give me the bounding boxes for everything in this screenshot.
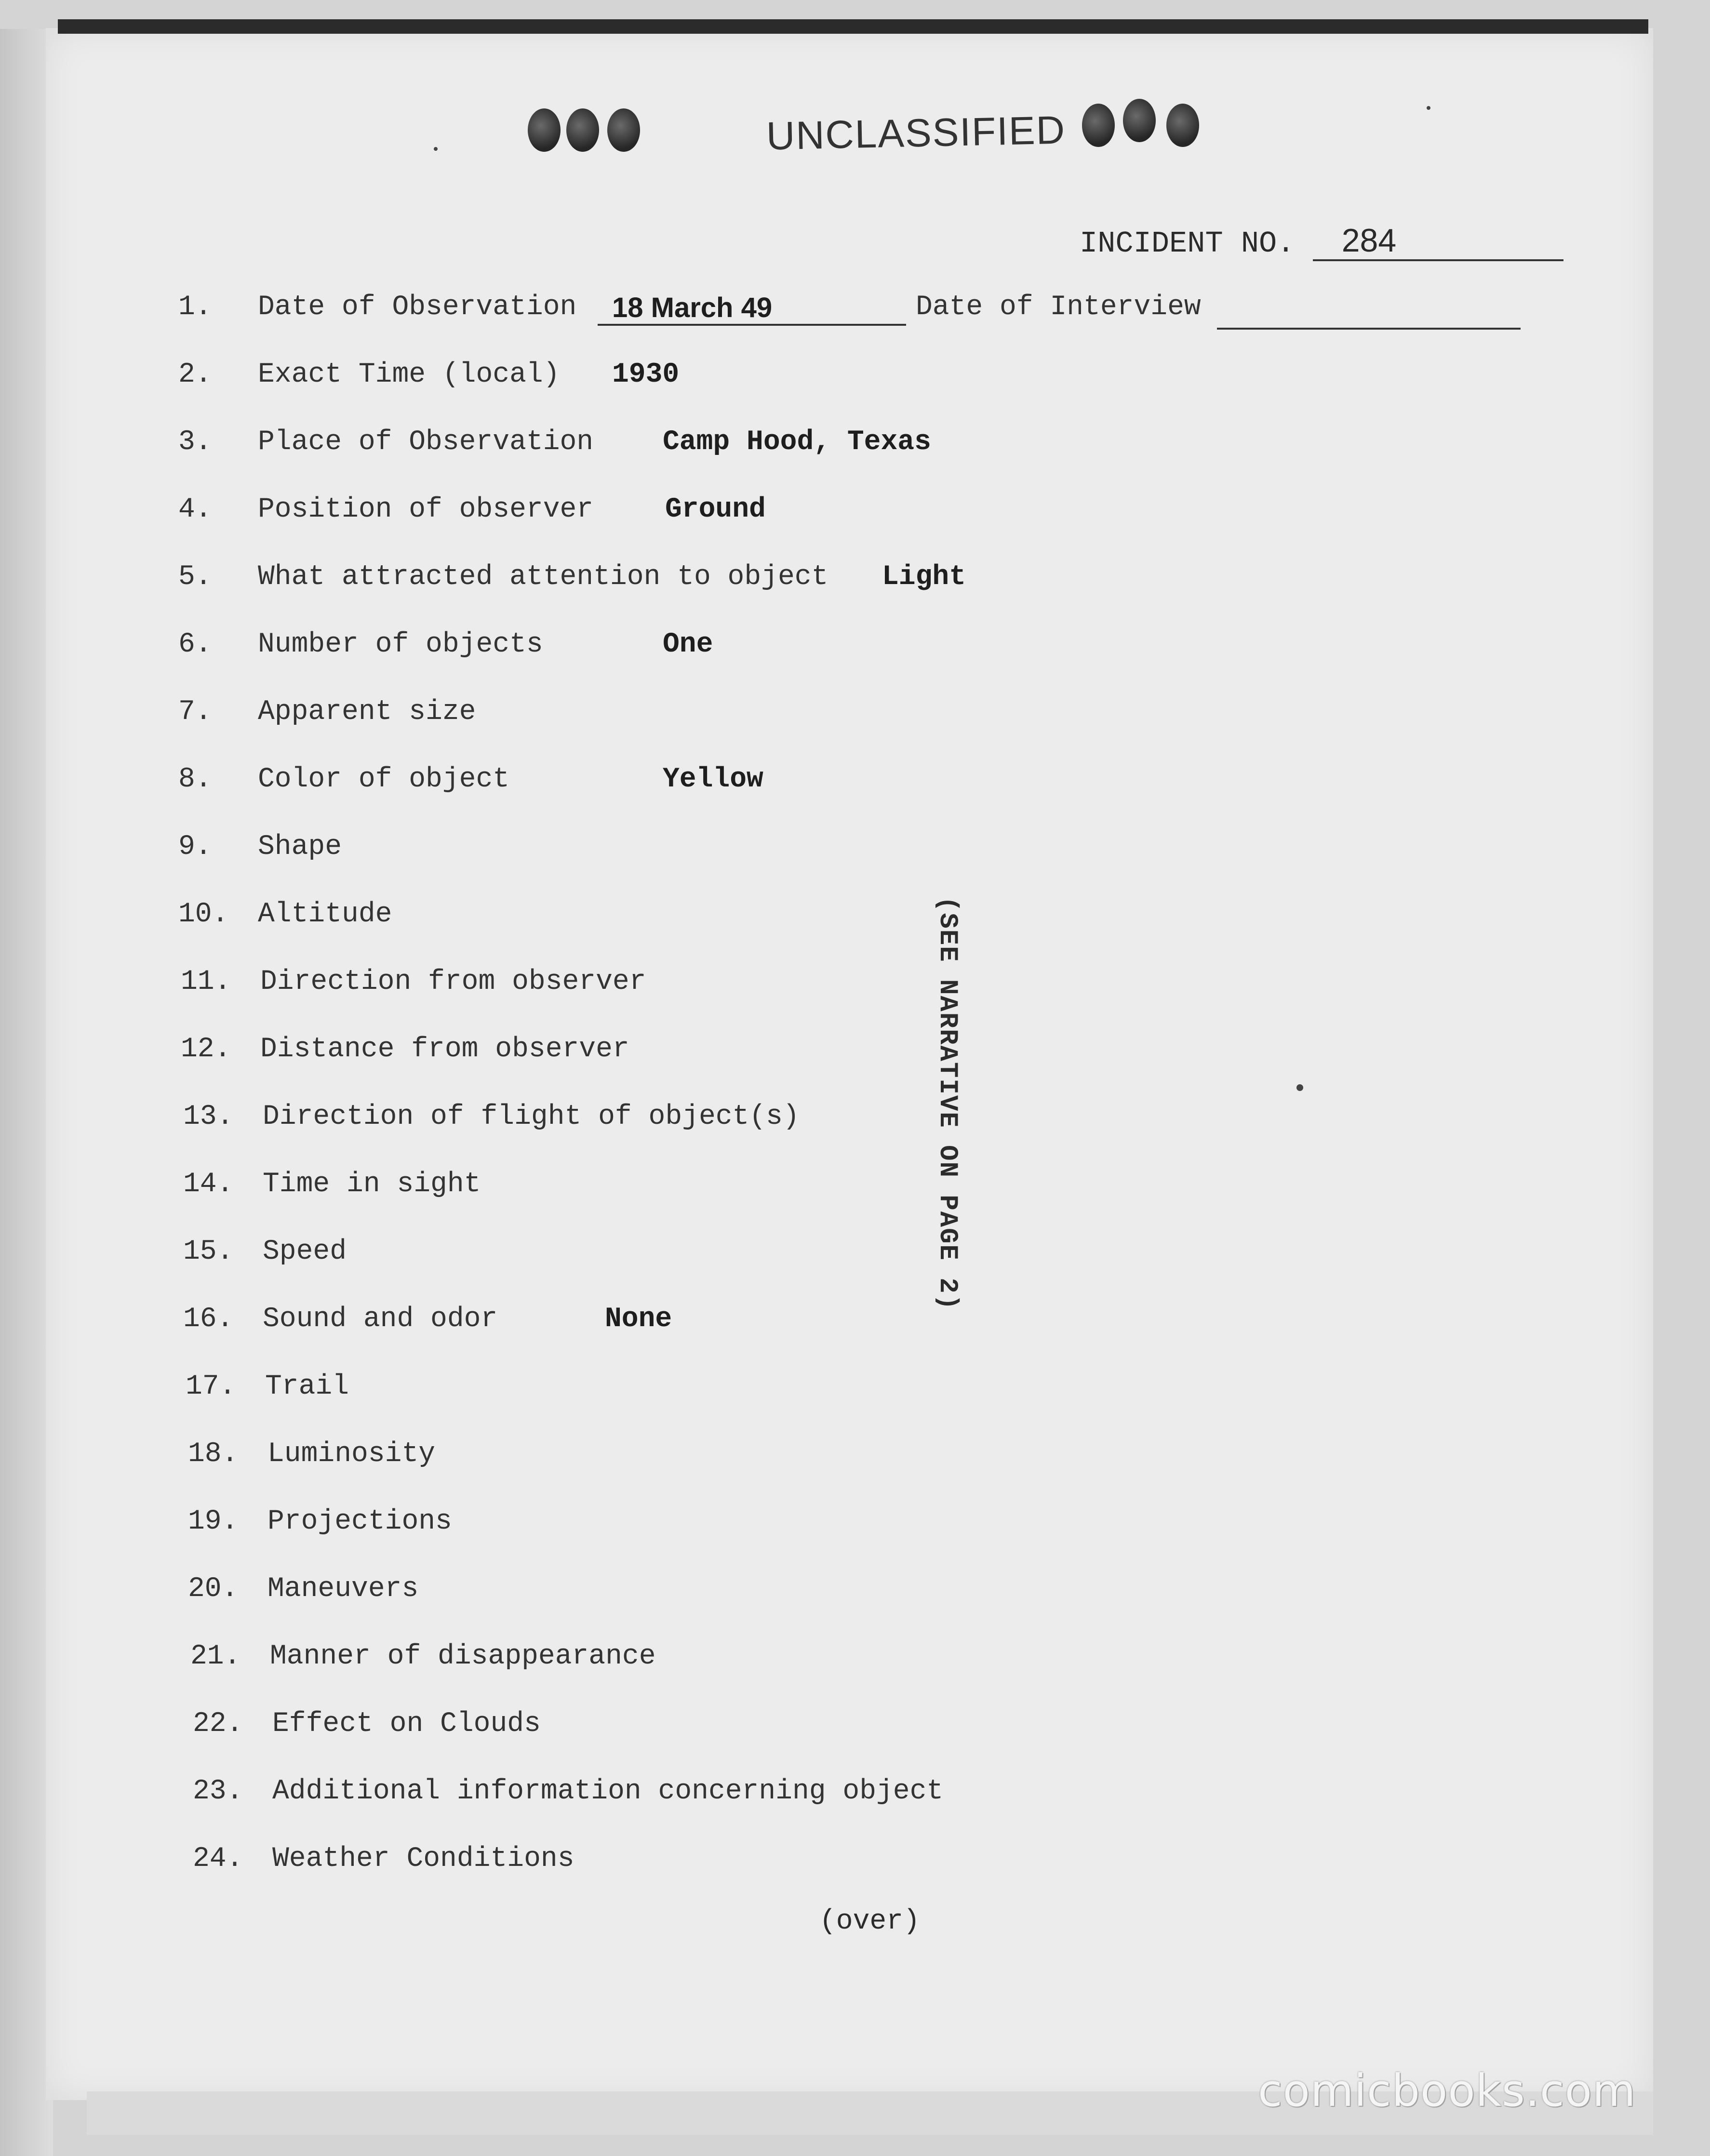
item-label: Trail bbox=[265, 1371, 349, 1402]
item-value: Light bbox=[882, 561, 966, 593]
item-number: 9. bbox=[178, 831, 212, 863]
item-label: Exact Time (local) bbox=[258, 359, 560, 390]
item-number: 8. bbox=[178, 764, 212, 795]
item-value: One bbox=[663, 629, 713, 660]
punch-hole bbox=[1123, 99, 1156, 142]
incident-value: 284 bbox=[1313, 222, 1563, 261]
item-label: Effect on Clouds bbox=[272, 1708, 541, 1740]
item-label: What attracted attention to object bbox=[258, 561, 828, 593]
item-value: None bbox=[605, 1304, 672, 1335]
item-label: Distance from observer bbox=[260, 1034, 629, 1065]
punch-hole bbox=[1166, 104, 1199, 147]
item-number: 18. bbox=[188, 1438, 239, 1470]
item-label: Altitude bbox=[258, 899, 392, 930]
item-number: 6. bbox=[178, 629, 212, 660]
item-number: 11. bbox=[181, 966, 231, 998]
item-number: 16. bbox=[183, 1304, 234, 1335]
punch-hole bbox=[1082, 104, 1115, 147]
footer-over: (over) bbox=[819, 1906, 920, 1937]
item-number: 7. bbox=[178, 696, 212, 728]
item-label: Speed bbox=[263, 1236, 347, 1267]
item-label: Weather Conditions bbox=[272, 1843, 574, 1875]
item-number: 5. bbox=[178, 561, 212, 593]
item-number: 20. bbox=[188, 1573, 239, 1605]
item-label: Number of objects bbox=[258, 629, 543, 660]
item-number: 10. bbox=[178, 899, 229, 930]
item-label: Time in sight bbox=[263, 1169, 481, 1200]
item-label: Color of object bbox=[258, 764, 510, 795]
item-label: Manner of disappearance bbox=[270, 1641, 656, 1672]
item-number: 22. bbox=[193, 1708, 243, 1740]
dust-speck bbox=[434, 147, 438, 151]
punch-hole bbox=[607, 108, 640, 152]
dust-speck bbox=[1296, 1084, 1303, 1091]
item-label: Additional information concerning object bbox=[272, 1776, 944, 1807]
item-number: 2. bbox=[178, 359, 212, 390]
item-label: Place of Observation bbox=[258, 426, 594, 458]
item-number: 14. bbox=[183, 1169, 234, 1200]
item-number: 15. bbox=[183, 1236, 234, 1267]
item-label: Position of observer bbox=[258, 494, 594, 525]
item-label: Apparent size bbox=[258, 696, 476, 728]
item-number: 1. bbox=[178, 292, 212, 323]
item-label: Direction from observer bbox=[260, 966, 646, 998]
item-label: Sound and odor bbox=[263, 1304, 498, 1335]
item-label: Direction of flight of object(s) bbox=[263, 1101, 800, 1132]
page-top-edge bbox=[58, 19, 1648, 34]
item-label: Projections bbox=[267, 1506, 452, 1537]
item-number: 17. bbox=[186, 1371, 236, 1402]
incident-label: INCIDENT NO. bbox=[1080, 226, 1295, 261]
date-of-interview-label: Date of Interview bbox=[916, 292, 1201, 323]
item-value: 18 March 49 bbox=[598, 292, 906, 326]
watermark: comicbooks.com bbox=[1258, 2065, 1636, 2116]
item-number: 4. bbox=[178, 494, 212, 525]
punch-hole bbox=[566, 108, 599, 152]
dust-speck bbox=[1427, 106, 1430, 110]
page-left-edge bbox=[0, 29, 53, 2156]
incident-number bbox=[1080, 222, 1563, 261]
item-label: Date of Observation bbox=[258, 292, 577, 323]
item-number: 19. bbox=[188, 1506, 239, 1537]
item-number: 13. bbox=[183, 1101, 234, 1132]
item-number: 3. bbox=[178, 426, 212, 458]
item-number: 21. bbox=[190, 1641, 241, 1672]
item-value: Camp Hood, Texas bbox=[663, 426, 931, 458]
item-label: Maneuvers bbox=[267, 1573, 419, 1605]
punch-hole bbox=[528, 108, 561, 152]
classification-stamp: UNCLASSIFIED bbox=[766, 108, 1066, 159]
item-label: Shape bbox=[258, 831, 342, 863]
item-label: Luminosity bbox=[267, 1438, 436, 1470]
item-number: 24. bbox=[193, 1843, 243, 1875]
item-number: 12. bbox=[181, 1034, 231, 1065]
item-value: 1930 bbox=[612, 359, 680, 390]
date-of-interview-blank bbox=[1217, 328, 1521, 330]
item-value: Ground bbox=[665, 494, 766, 525]
item-value: Yellow bbox=[663, 764, 763, 795]
item-number: 23. bbox=[193, 1776, 243, 1807]
side-note: (SEE NARRATIVE ON PAGE 2) bbox=[933, 896, 962, 1311]
